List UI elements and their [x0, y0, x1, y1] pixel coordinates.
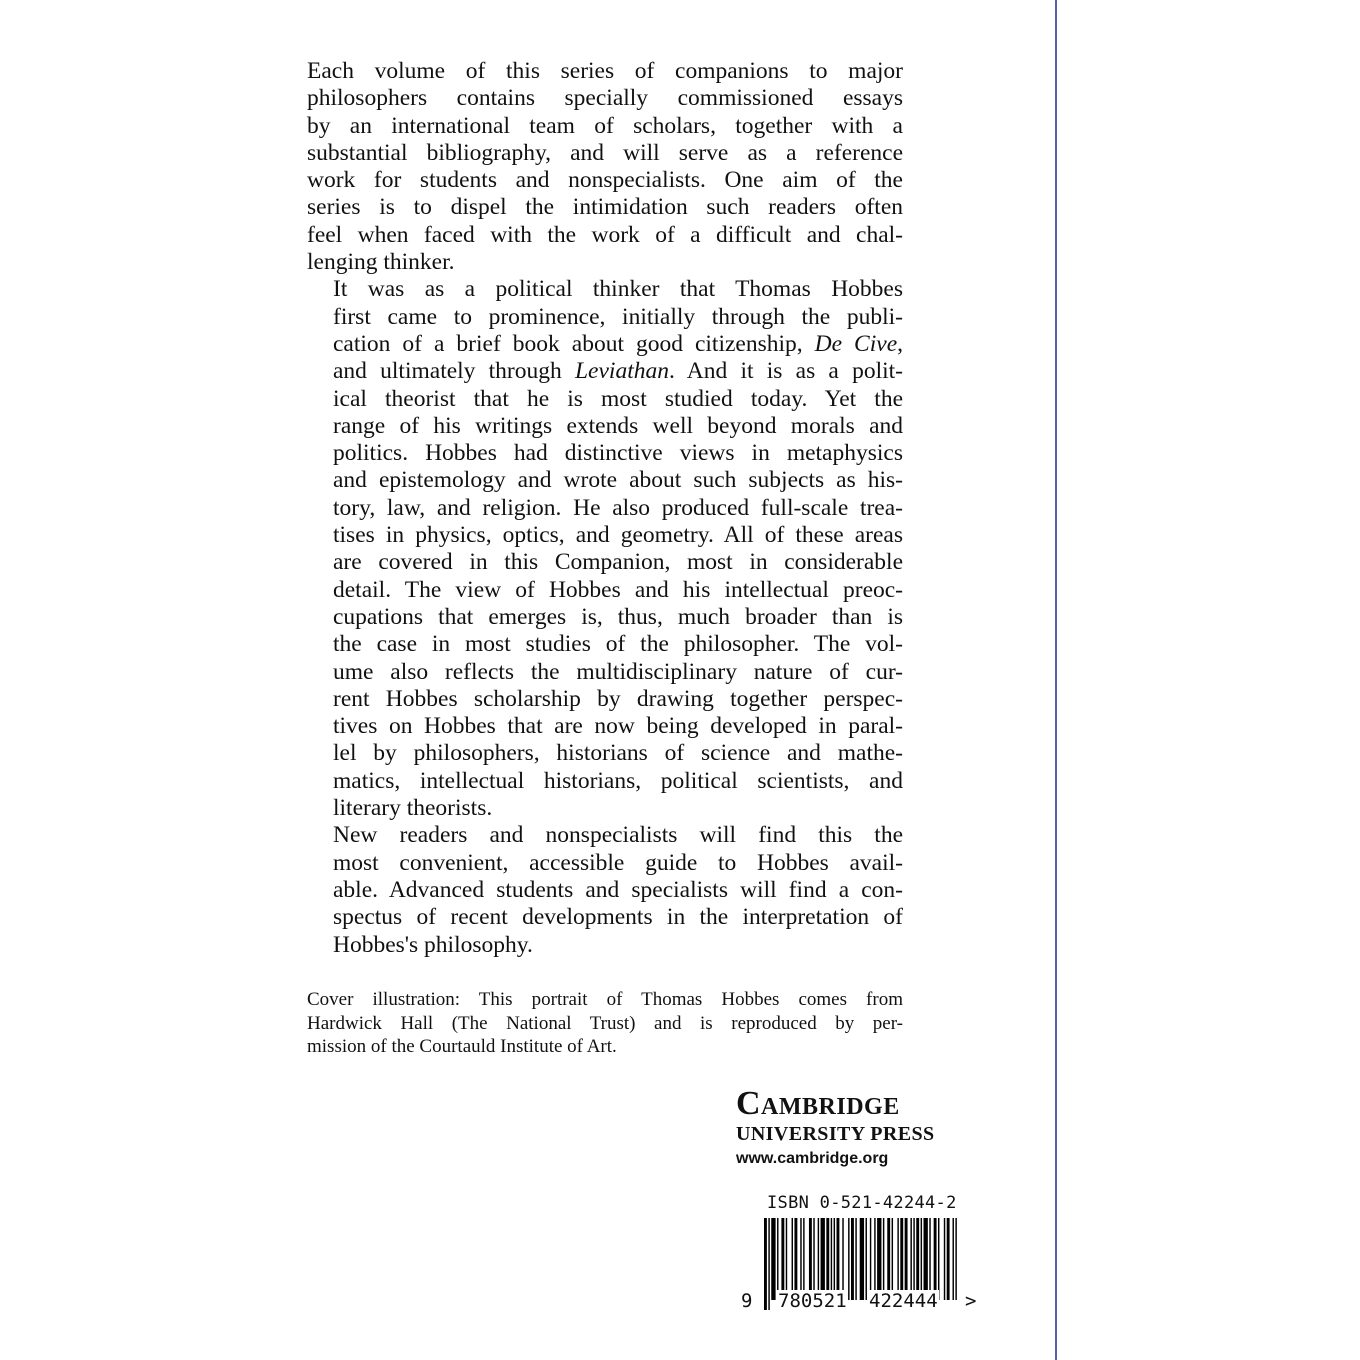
barcode-bar [855, 1218, 856, 1300]
credit-line: Cover illustration: This portrait of Thomas Hobbes comes from [307, 989, 903, 1010]
barcode-right-group: 422444 [869, 1290, 938, 1312]
barcode-bar [924, 1218, 928, 1300]
blurb-line: lenging thinker. [307, 249, 455, 276]
barcode-bar [818, 1218, 819, 1300]
barcode-bar [831, 1218, 832, 1300]
barcode-bar [848, 1218, 849, 1300]
publisher-url: www.cambridge.org [736, 1150, 889, 1167]
barcode-lead-digit: 9 [741, 1290, 753, 1312]
credit-line: Hardwick Hall (The National Trust) and is reproduced by per- [307, 1012, 903, 1034]
isbn-label: ISBN 0-521-42244-2 [767, 1193, 957, 1213]
barcode-digits [740, 1290, 980, 1314]
blurb-line: first came to prominence, initially through the publi- [333, 303, 903, 330]
blurb-line: feel when faced with the work of a difficult and chal- [307, 221, 903, 248]
blurb-line: spectus of recent developments in the interpretation of [333, 904, 903, 931]
blurb-line: are covered in this Companion, most in considerable [333, 549, 903, 576]
barcode-bar [874, 1218, 875, 1300]
barcode-bar [938, 1218, 939, 1300]
blurb-paragraph-2 [307, 276, 903, 822]
blurb-line: philosophers contains specially commissioned essays [307, 85, 903, 112]
barcode-bar [900, 1218, 903, 1300]
blurb-line: substantial bibliography, and will serve as a reference [307, 139, 903, 166]
blurb-line: rent Hobbes scholarship by drawing together perspec- [333, 685, 903, 712]
blurb-line: matics, intellectual historians, political scientists, and [333, 767, 903, 794]
barcode-bar [947, 1218, 950, 1300]
blurb-line: New readers and nonspecialists will find this the [333, 822, 903, 849]
blurb-paragraph-3 [307, 822, 903, 958]
isbn-barcode [740, 1190, 980, 1330]
barcode-bar [910, 1218, 911, 1300]
barcode-bar [851, 1218, 854, 1300]
credit-line: mission of the Courtauld Institute of Art. [307, 1036, 617, 1057]
blurb-paragraph-1 [307, 58, 903, 276]
barcode-bar [870, 1218, 871, 1300]
barcode-bar [771, 1218, 775, 1300]
spine-fold-line [1055, 0, 1057, 1360]
barcode-bar [794, 1218, 797, 1300]
barcode-bar [792, 1218, 793, 1300]
barcode-bar [955, 1218, 956, 1300]
barcode-bar [860, 1218, 864, 1300]
blurb-line: tises in physics, optics, and geometry. All of these areas [333, 522, 903, 549]
barcode-bar [897, 1218, 898, 1300]
barcode-bar [921, 1218, 922, 1300]
barcode-bar [800, 1218, 801, 1300]
barcode-bar [944, 1218, 945, 1300]
barcode-bar [883, 1218, 884, 1300]
barcode-bar [834, 1218, 835, 1300]
blurb-line: the case in most studies of the philosopher. The vol- [333, 631, 903, 658]
book-title: Leviathan [574, 358, 669, 385]
blurb-line: most convenient, accessible guide to Hobbes avail- [333, 849, 903, 876]
barcode-bar [777, 1218, 778, 1300]
barcode-bar [892, 1218, 893, 1300]
blurb-line: by an international team of scholars, together with a [307, 112, 903, 139]
blurb-line: detail. The view of Hobbes and his intellectual preoc- [333, 576, 903, 603]
book-title: De Cive [814, 330, 898, 357]
barcode-bar [887, 1218, 890, 1300]
barcode-quiet-mark: > [965, 1290, 977, 1312]
publisher-subtitle: UNIVERSITY PRESS [736, 1123, 935, 1145]
barcode-bar [905, 1218, 908, 1300]
barcode-left-group: 780521 [778, 1290, 847, 1312]
barcode-bar [821, 1218, 825, 1300]
blurb-line: politics. Hobbes had distinctive views in metaphysics [333, 440, 903, 467]
cover-illustration-credit [307, 988, 903, 1059]
blurb-line: Each volume of this series of companions to major [307, 58, 903, 84]
blurb-line: work for students and nonspecialists. One aim of the [307, 167, 903, 194]
barcode-bar [866, 1218, 867, 1300]
barcode-bar [953, 1218, 954, 1300]
blurb-line: Hobbes's philosophy. [333, 931, 533, 958]
blurb-line: and epistemology and wrote about such subjects as his- [333, 467, 903, 494]
barcode-bar [803, 1218, 804, 1300]
publisher-name: Cambridge [736, 1085, 900, 1122]
barcode-bar [809, 1218, 812, 1300]
back-cover-blurb [307, 58, 903, 959]
blurb-line: lel by philosophers, historians of science and mathe- [333, 740, 903, 767]
blurb-line: series is to dispel the intimidation such readers often [307, 194, 903, 221]
blurb-line: literary theorists. [333, 795, 493, 822]
blurb-line: and ultimately through Leviathan. And it is as a polit- [333, 358, 903, 385]
barcode-bar [826, 1218, 829, 1300]
blurb-line: It was as a political thinker that Thomas Hobbes [333, 276, 903, 303]
blurb-line: ume also reflects the multidisciplinary nature of cur- [333, 658, 903, 685]
blurb-line: tives on Hobbes that are now being developed in paral- [333, 713, 903, 740]
blurb-line: tory, law, and religion. He also produced full-scale trea- [333, 494, 903, 521]
blurb-line: range of his writings extends well beyond morals and [333, 412, 903, 439]
barcode-bar [929, 1218, 930, 1300]
barcode-bar [781, 1218, 784, 1300]
blurb-line: cation of a brief book about good citizenship, De Cive, [333, 330, 903, 357]
blurb-line: able. Advanced students and specialists will find a con- [333, 876, 903, 903]
barcode-bar [934, 1218, 937, 1300]
blurb-line: ical theorist that he is most studied today. Yet the [333, 385, 903, 412]
blurb-line: cupations that emerges is, thus, much broader than is [333, 603, 903, 630]
barcode-bar [813, 1218, 814, 1300]
publisher-logo [736, 1085, 976, 1171]
barcode-bar [877, 1218, 881, 1300]
barcode-bar [786, 1218, 787, 1300]
